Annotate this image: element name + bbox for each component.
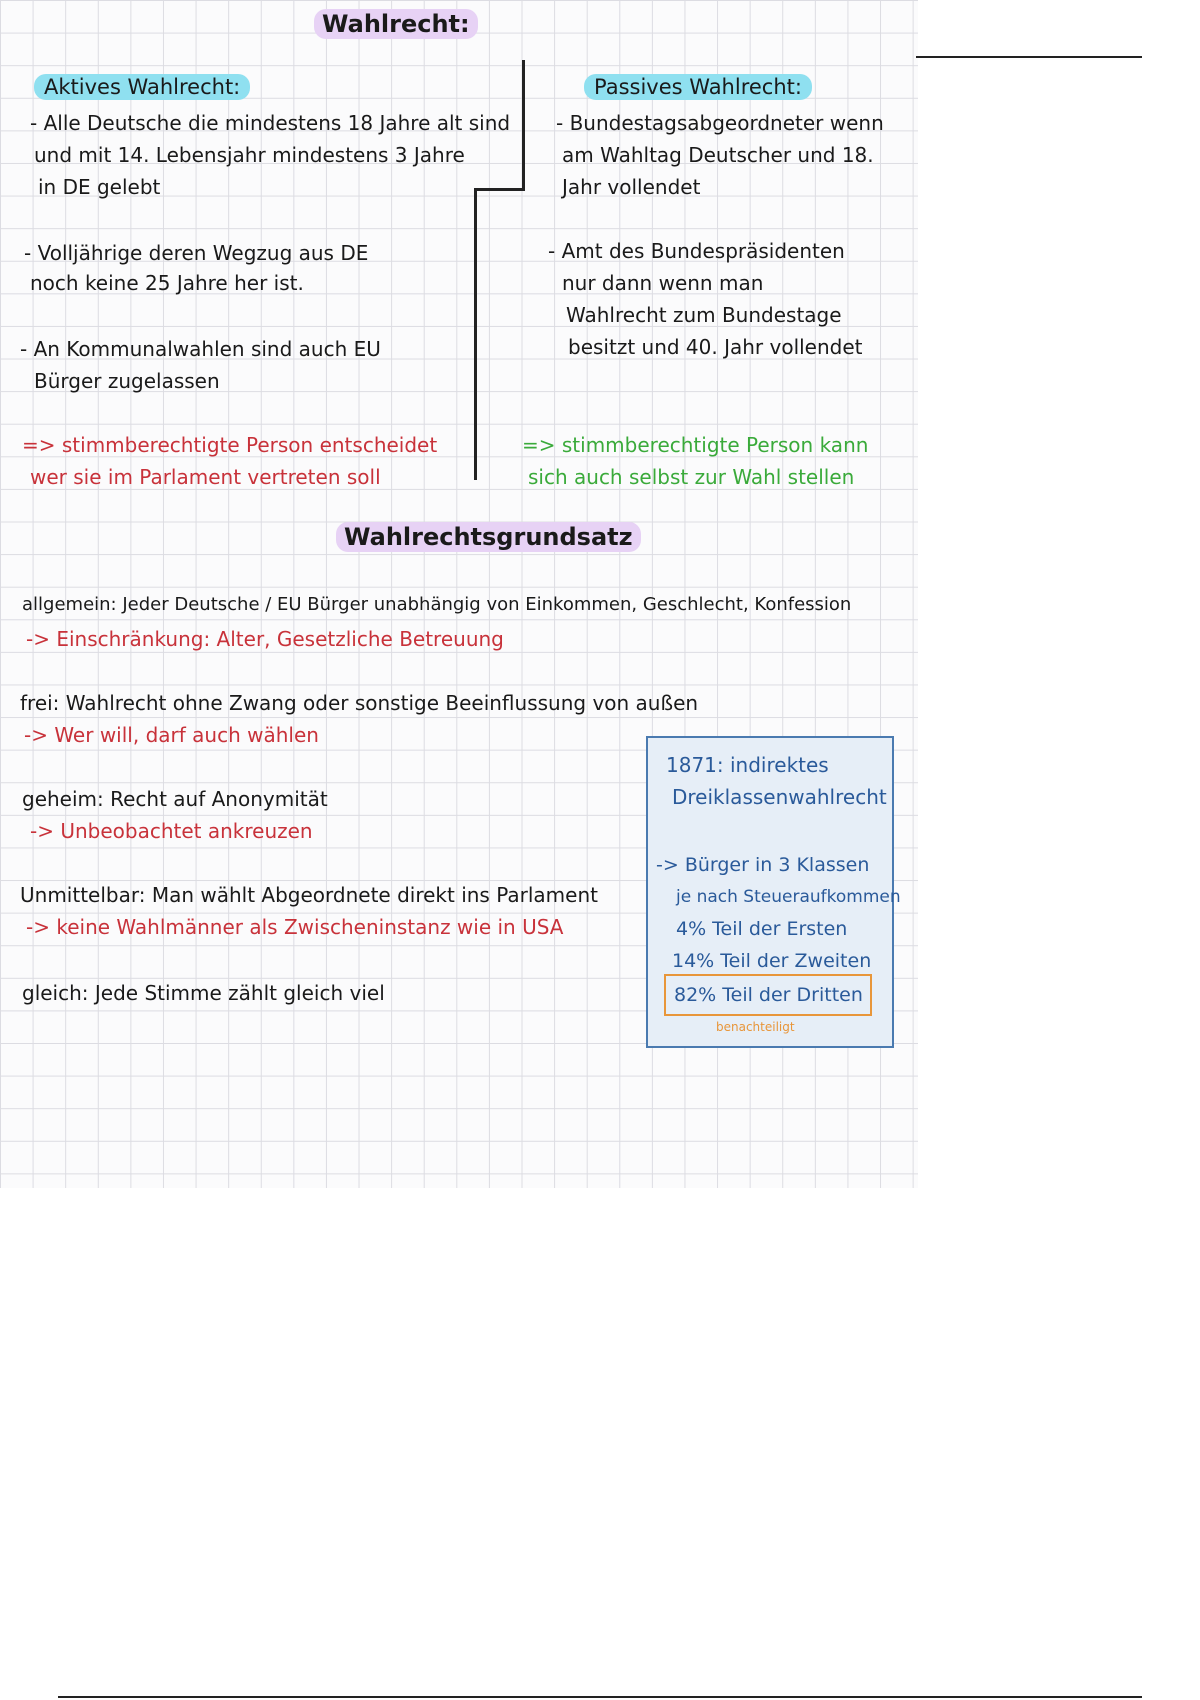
principle-unmittelbar [20,884,598,906]
passive-line: - Bundestagsabgeordneter wenn [556,111,884,135]
active-line: und mit 14. Lebensjahr mindestens 3 Jahre [34,143,465,167]
principle-frei [20,692,698,714]
principle-text: Recht auf Anonymität [110,787,328,811]
principle-geheim [22,788,328,810]
principle-text: Wahlrecht ohne Zwang oder sonstige Beeinflussung von außen [65,691,699,715]
principle-note: -> Einschränkung: Alter, Gesetzliche Betreuung [26,627,504,651]
active-line: noch keine 25 Jahre her ist. [30,271,304,295]
history-title: 1871: indirektes [666,753,829,777]
active-heading [34,74,250,100]
active-line: Bürger zugelassen [34,369,220,393]
principle-note: -> Wer will, darf auch wählen [24,723,319,747]
column-divider-upper [522,60,525,190]
passive-line: nur dann wenn man [562,271,764,295]
page-title-text: Wahlrecht: [314,9,478,39]
passive-heading-text: Passives Wahlrecht: [584,74,812,100]
passive-line: Wahlrecht zum Bundestage [566,303,842,327]
passive-line: am Wahltag Deutscher und 18. [562,143,874,167]
active-line: - Volljährige deren Wegzug aus DE [24,241,369,265]
passive-conclusion: sich auch selbst zur Wahl stellen [528,465,855,489]
principle-gleich [22,982,385,1004]
principle-term: Unmittelbar: [20,883,146,907]
active-heading-text: Aktives Wahlrecht: [34,74,250,100]
principles-title-text: Wahlrechtsgrundsatz [336,522,641,552]
history-line: 14% Teil der Zweiten [672,950,872,972]
page-title [314,10,478,38]
history-highlight: 82% Teil der Dritten [674,984,863,1006]
column-divider-lower [474,188,477,480]
principle-note: -> Unbeobachtet ankreuzen [30,819,313,843]
principle-term: frei: [20,691,60,715]
principle-allgemein [22,594,851,616]
passive-line: - Amt des Bundespräsidenten [548,239,845,263]
active-conclusion: => stimmberechtigte Person entscheidet [22,433,438,457]
principle-text: Jede Stimme zählt gleich viel [94,981,385,1005]
passive-heading [584,74,812,100]
active-line: - Alle Deutsche die mindestens 18 Jahre alt sind [30,111,511,135]
active-line: in DE gelebt [38,175,161,199]
column-divider-step [475,188,525,191]
active-conclusion: wer sie im Parlament vertreten soll [30,465,381,489]
top-right-rule [916,56,1142,58]
bottom-rule [58,1696,1142,1698]
principle-term: allgemein: [22,594,117,615]
history-highlight-note: benachteiligt [716,1020,795,1034]
principle-term: gleich: [22,981,89,1005]
principle-term: geheim: [22,787,104,811]
history-line: je nach Steueraufkommen [676,887,901,907]
principles-title [336,522,641,552]
principle-text: Jeder Deutsche / EU Bürger unabhängig von Einkommen, Geschlecht, Konfession [122,594,852,615]
history-title: Dreiklassenwahlrecht [672,785,887,809]
history-line: -> Bürger in 3 Klassen [656,854,870,876]
principle-note: -> keine Wahlmänner als Zwischeninstanz wie in USA [26,915,564,939]
passive-line: besitzt und 40. Jahr vollendet [568,335,863,359]
active-line: - An Kommunalwahlen sind auch EU [20,337,381,361]
passive-conclusion: => stimmberechtigte Person kann [522,433,869,457]
passive-line: Jahr vollendet [562,175,701,199]
principle-text: Man wählt Abgeordnete direkt ins Parlament [151,883,598,907]
history-line: 4% Teil der Ersten [676,918,848,940]
